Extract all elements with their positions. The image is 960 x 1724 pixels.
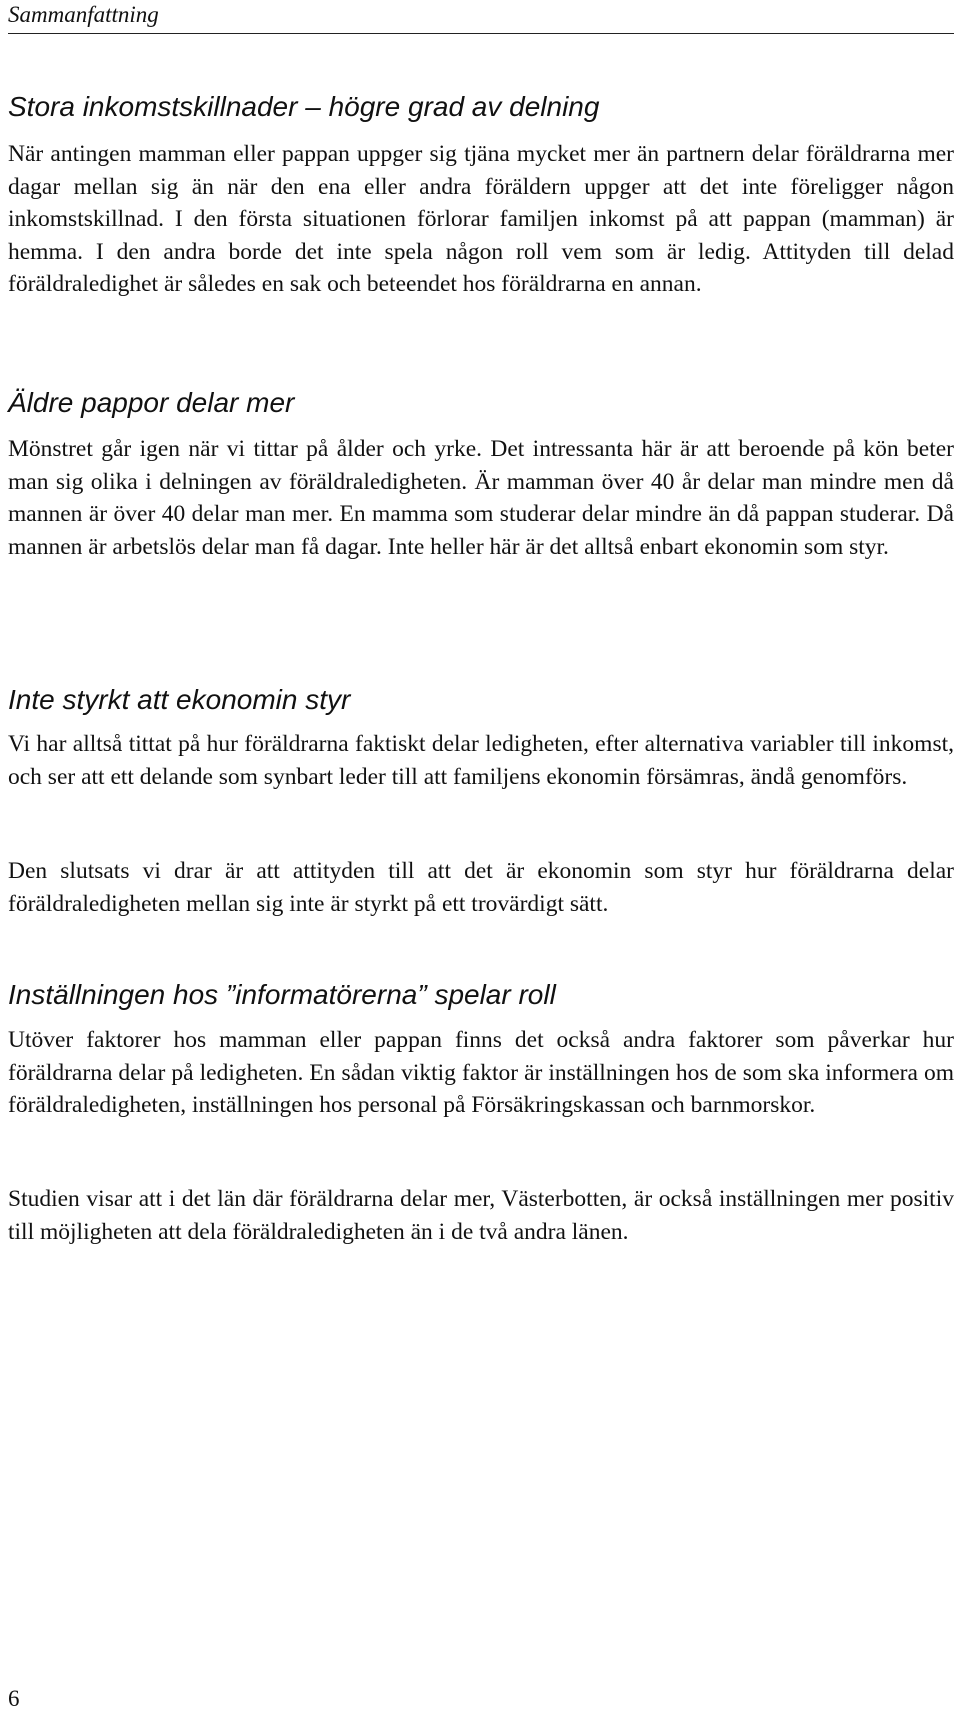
section-heading: Äldre pappor delar mer — [8, 387, 295, 418]
section-heading: Inte styrkt att ekonomin styr — [8, 684, 351, 715]
running-header-title: Sammanfattning — [8, 2, 159, 27]
section-paragraph: Den slutsats vi drar är att attityden till att det är ekonomin som styr hur föräldrarna delar föräldraledigheten mellan sig inte är styrkt på ett trovärdigt sätt. — [8, 858, 954, 917]
section-heading: Inställningen hos ”informatörerna” spelar roll — [8, 979, 556, 1010]
section-paragraph: Vi har alltså tittat på hur föräldrarna faktiskt delar ledigheten, efter alternativa variabler till inkomst, och ser att ett delande som synbart leder till att familjens ekonomin försämras, ändå genomförs. — [8, 731, 954, 790]
section-heading: Stora inkomstskillnader – högre grad av delning — [8, 91, 600, 122]
running-header — [8, 0, 954, 34]
page-number: 6 — [8, 1686, 20, 1711]
section-paragraph: Studien visar att i det län där föräldrarna delar mer, Västerbotten, är också inställningen mer positiv till möjligheten att dela föräldraledigheten än i de två andra länen. — [8, 1186, 954, 1245]
section-paragraph: Mönstret går igen när vi tittar på ålder och yrke. Det intressanta här är att beroende på kön beter man sig olika i delningen av föräldraledigheten. Är mamman över 40 år delar man mindre men då mannen är över 40 delar man mer. En mamma som studerar delar mindre än då pappan studerar. Då mannen är arbetslös delar man få dagar. Inte heller här är det alltså enbart ekonomin som styr. — [8, 436, 954, 560]
section-paragraph: Utöver faktorer hos mamman eller pappan finns det också andra faktorer som påverkar hur föräldrarna delar på ledigheten. En sådan viktig faktor är inställningen hos de som ska informera om föräldraledigheten, inställningen hos personal på Försäkringskassan och barnmorskor. — [8, 1027, 954, 1119]
section-paragraph: När antingen mamman eller pappan uppger sig tjäna mycket mer än partnern delar föräldrarna mer dagar mellan sig än när den ena eller andra föräldern uppger att det inte föreligger någon inkomstskillnad. I den första situationen förlorar familjen inkomst på att pappan (mamman) är hemma. I den andra borde det inte spela någon roll vem som är ledig. Attityden till delad föräldraledighet är således en sak och beteendet hos föräldrarna en annan. — [8, 141, 954, 298]
